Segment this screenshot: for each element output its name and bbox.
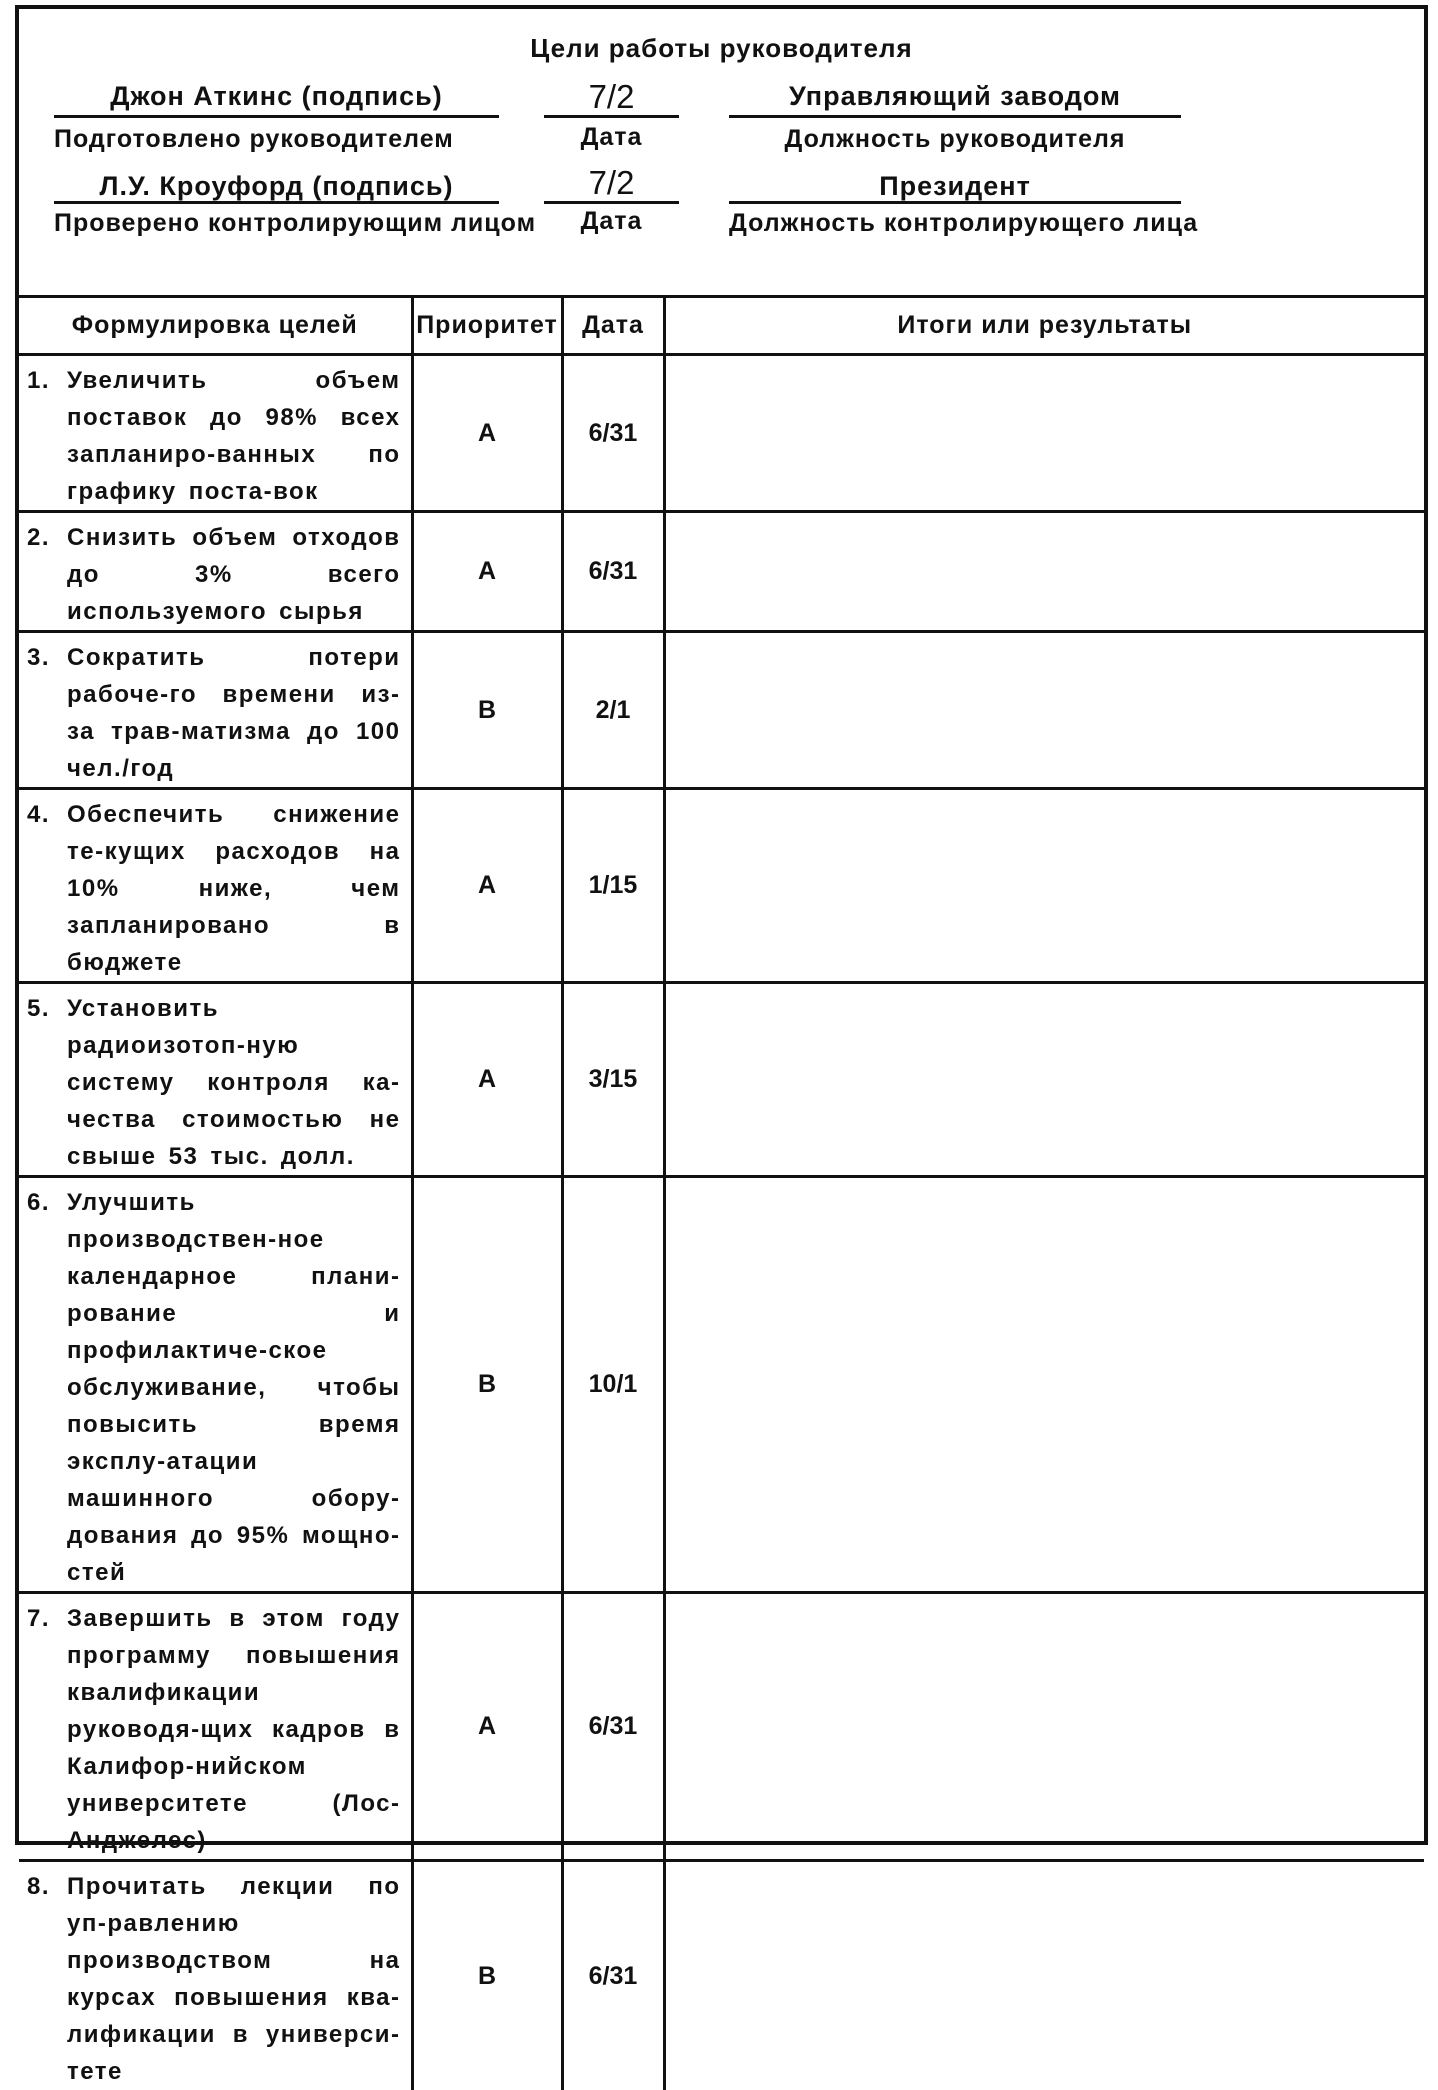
result-cell (664, 512, 1424, 632)
priority-cell: А (412, 983, 562, 1177)
table-row (19, 512, 1424, 632)
goal-text: Обеспечить снижение те-кущих расходов на 10% ниже, чем запланировано в бюджете (67, 796, 401, 981)
table-row (19, 1593, 1424, 1861)
goal-text: Прочитать лекции по уп-равлению производством на курсах повышения ква-лификации в универси-тете (67, 1868, 401, 2090)
checked-signature-label: Проверено контролирующим лицом (54, 209, 536, 238)
priority-cell: А (412, 355, 562, 512)
checked-position-line (729, 201, 1181, 204)
table-row (19, 983, 1424, 1177)
table-row (19, 789, 1424, 983)
date-cell: 10/1 (562, 1177, 664, 1593)
prepared-date: 7/2 (544, 78, 679, 116)
goal-text: Установить радиоизотоп-ную систему контроля ка-чества стоимостью не свыше 53 тыс. долл. (67, 990, 401, 1175)
goal-number: 5. (27, 990, 67, 1175)
goal-number: 2. (27, 519, 67, 630)
checked-position: Президент (729, 171, 1181, 202)
goal-cell (19, 1861, 412, 2090)
result-cell (664, 1593, 1424, 1861)
date-cell: 6/31 (562, 1593, 664, 1861)
goals-table (19, 295, 1424, 2090)
table-row (19, 1177, 1424, 1593)
date-cell: 6/31 (562, 1861, 664, 2090)
prepared-position-line (729, 115, 1181, 118)
checked-date: 7/2 (544, 164, 679, 202)
table-row (19, 355, 1424, 512)
goal-cell (19, 1177, 412, 1593)
table-header-row (19, 297, 1424, 355)
priority-cell: В (412, 632, 562, 789)
date-cell: 2/1 (562, 632, 664, 789)
date-cell: 6/31 (562, 355, 664, 512)
goal-text: Сократить потери рабоче-го времени из-за трав-матизма до 100 чел./год (67, 639, 401, 787)
goal-cell (19, 1593, 412, 1861)
manager-goals-form (15, 5, 1428, 1845)
goal-cell (19, 355, 412, 512)
header-date: Дата (562, 297, 664, 355)
goal-text: Снизить объем отходов до 3% всего используемого сырья (67, 519, 401, 630)
checked-date-line (544, 201, 679, 204)
priority-cell: В (412, 1861, 562, 2090)
goal-cell (19, 512, 412, 632)
goal-number: 4. (27, 796, 67, 981)
priority-cell: А (412, 1593, 562, 1861)
result-cell (664, 789, 1424, 983)
priority-cell: А (412, 512, 562, 632)
date-cell: 6/31 (562, 512, 664, 632)
header-goals: Формулировка целей (19, 297, 412, 355)
result-cell (664, 355, 1424, 512)
goal-cell (19, 983, 412, 1177)
prepared-date-line (544, 115, 679, 118)
goal-number: 1. (27, 362, 67, 510)
goal-number: 8. (27, 1868, 67, 2090)
result-cell (664, 1861, 1424, 2090)
prepared-signature-line (54, 115, 499, 118)
goal-number: 7. (27, 1600, 67, 1859)
result-cell (664, 632, 1424, 789)
date-cell: 3/15 (562, 983, 664, 1177)
form-title: Цели работы руководителя (19, 33, 1424, 64)
goal-text: Завершить в этом году программу повышения квалификации руководя-щих кадров в Калифор-нийском университете (Лос-Анджелес) (67, 1600, 401, 1859)
checked-position-label: Должность контролирующего лица (729, 209, 1189, 238)
header-priority: Приоритет (412, 297, 562, 355)
prepared-date-label: Дата (544, 123, 679, 152)
priority-cell: В (412, 1177, 562, 1593)
result-cell (664, 983, 1424, 1177)
checked-signature: Л.У. Кроуфорд (подпись) (54, 171, 499, 202)
goal-number: 6. (27, 1184, 67, 1591)
prepared-signature: Джон Аткинс (подпись) (54, 81, 499, 112)
table-row (19, 1861, 1424, 2090)
goal-text: Улучшить производствен-ное календарное плани-рование и профилактиче-ское обслуживание, чтобы повысить время эксплу-атации машинного обору-дования до 95% мощно-стей (67, 1184, 401, 1591)
table-row (19, 632, 1424, 789)
checked-date-label: Дата (544, 207, 679, 236)
prepared-position-label: Должность руководителя (729, 125, 1181, 154)
header-results: Итоги или результаты (664, 297, 1424, 355)
goal-cell (19, 789, 412, 983)
goal-number: 3. (27, 639, 67, 787)
prepared-signature-label: Подготовлено руководителем (54, 125, 454, 154)
goal-text: Увеличить объем поставок до 98% всех запланиро-ванных по графику поста-вок (67, 362, 401, 510)
date-cell: 1/15 (562, 789, 664, 983)
result-cell (664, 1177, 1424, 1593)
goal-cell (19, 632, 412, 789)
priority-cell: А (412, 789, 562, 983)
prepared-position: Управляющий заводом (729, 81, 1181, 112)
checked-signature-line (54, 201, 499, 204)
